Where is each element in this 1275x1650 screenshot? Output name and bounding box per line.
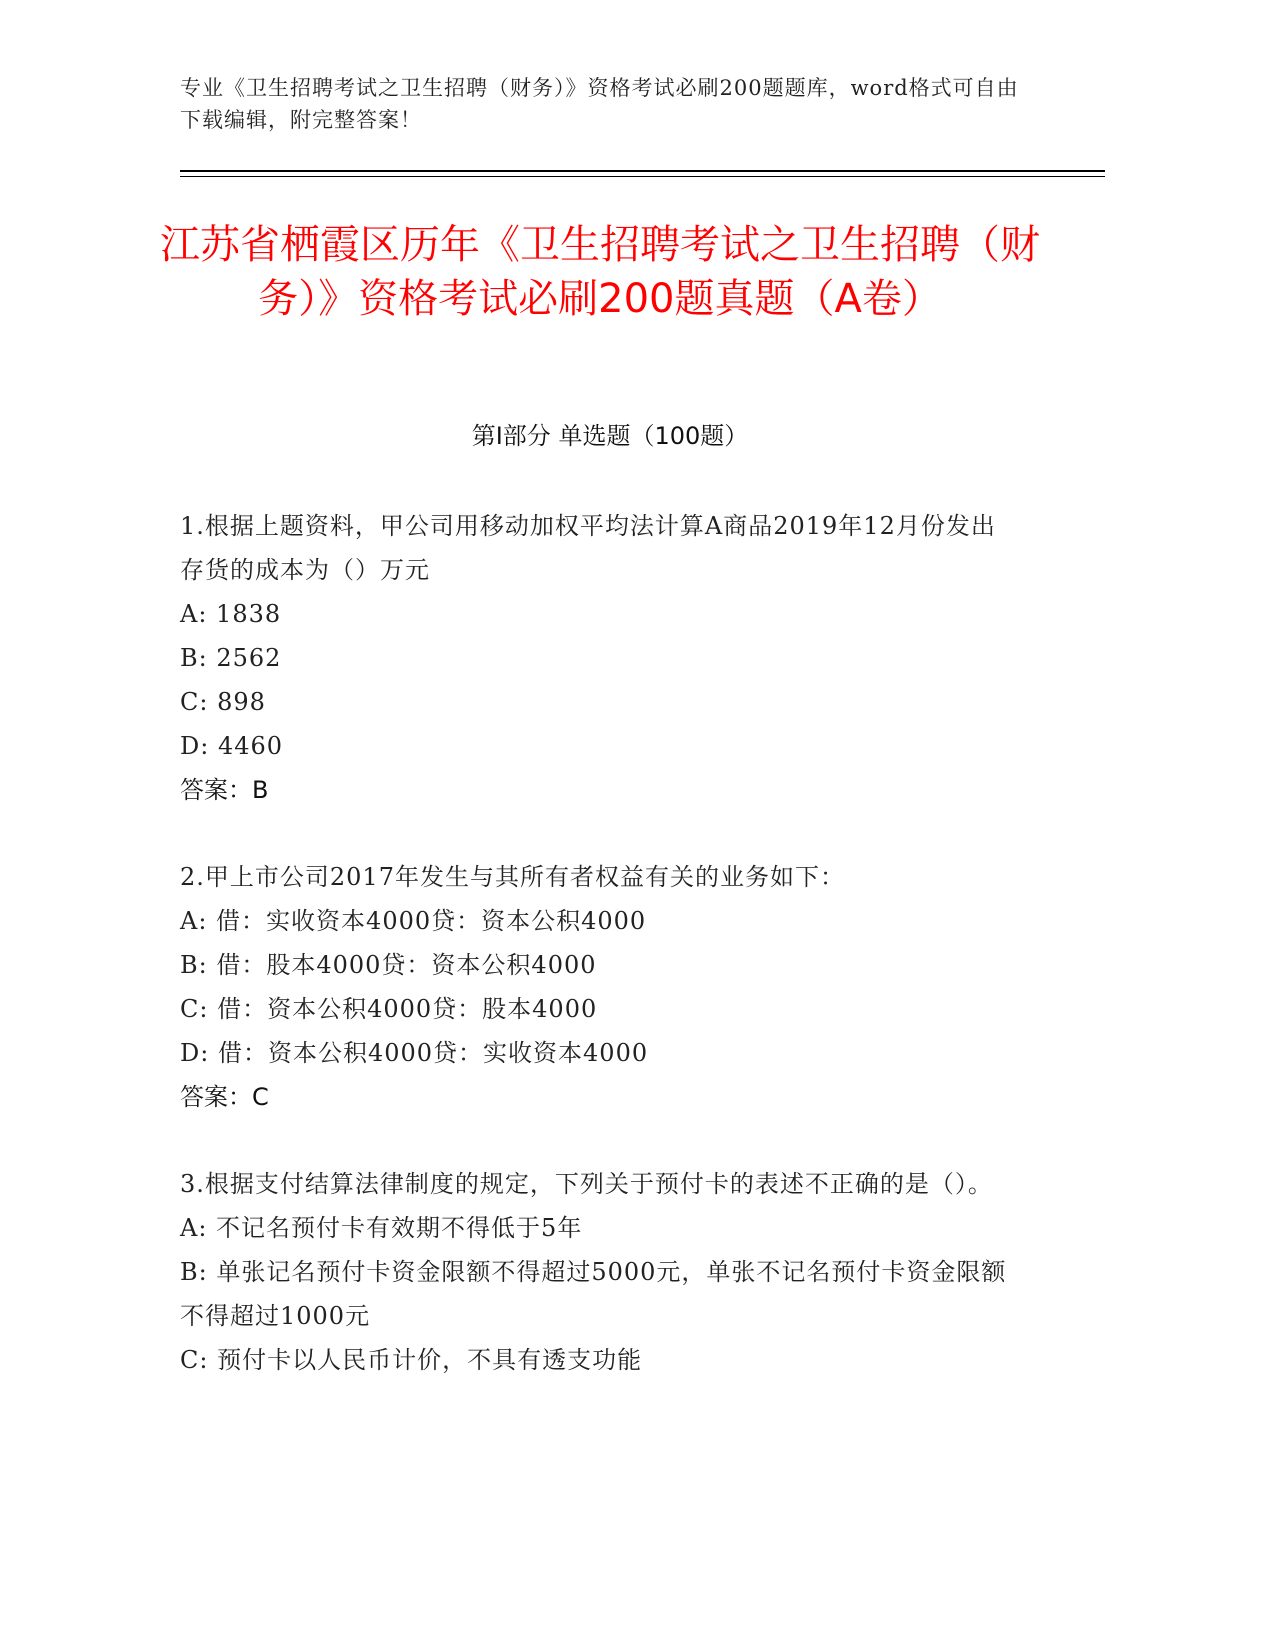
option-b: B: 单张记名预付卡资金限额不得超过5000元，单张不记名预付卡资金限额不得超过1000元: [180, 1258, 1007, 1330]
question-stem: 3.根据支付结算法律制度的规定，下列关于预付卡的表述不正确的是（）。: [180, 1170, 993, 1198]
question-stem: 1.根据上题资料，甲公司用移动加权平均法计算A商品2019年12月份发出存货的成本为（）万元: [180, 512, 996, 584]
document-title: 江苏省栖霞区历年《卫生招聘考试之卫生招聘（财务）》资格考试必刷200题真题（A卷）: [160, 222, 1040, 322]
option-c: C: 898: [180, 688, 266, 716]
question-list: [180, 504, 1020, 1425]
option-c: C: 借：资本公积4000贷：股本4000: [180, 995, 598, 1023]
question-stem: 2.甲上市公司2017年发生与其所有者权益有关的业务如下：: [180, 863, 845, 891]
option-a: A: 1838: [180, 600, 282, 628]
option-b: B: 2562: [180, 644, 282, 672]
option-c: C: 预付卡以人民币计价，不具有透支功能: [180, 1346, 643, 1374]
answer-line: 答案：B: [180, 776, 269, 804]
option-d: D: 借：资本公积4000贷：实收资本4000: [180, 1039, 649, 1067]
option-a: A: 借：实收资本4000贷：资本公积4000: [180, 907, 647, 935]
answer-line: 答案：C: [180, 1083, 269, 1111]
option-a: A: 不记名预付卡有效期不得低于5年: [180, 1214, 583, 1242]
question-1: [180, 504, 1020, 812]
header-divider-thin: [180, 176, 1105, 177]
question-2: [180, 855, 1020, 1119]
option-b: B: 借：股本4000贷：资本公积4000: [180, 951, 597, 979]
question-3: [180, 1162, 1020, 1382]
header-divider-thick: [180, 170, 1105, 172]
section-heading: 第I部分 单选题（100题）: [471, 422, 749, 450]
header-note: 专业《卫生招聘考试之卫生招聘（财务）》资格考试必刷200题题库，word格式可自由下载编辑，附完整答案！: [180, 76, 1019, 132]
option-d: D: 4460: [180, 732, 284, 760]
